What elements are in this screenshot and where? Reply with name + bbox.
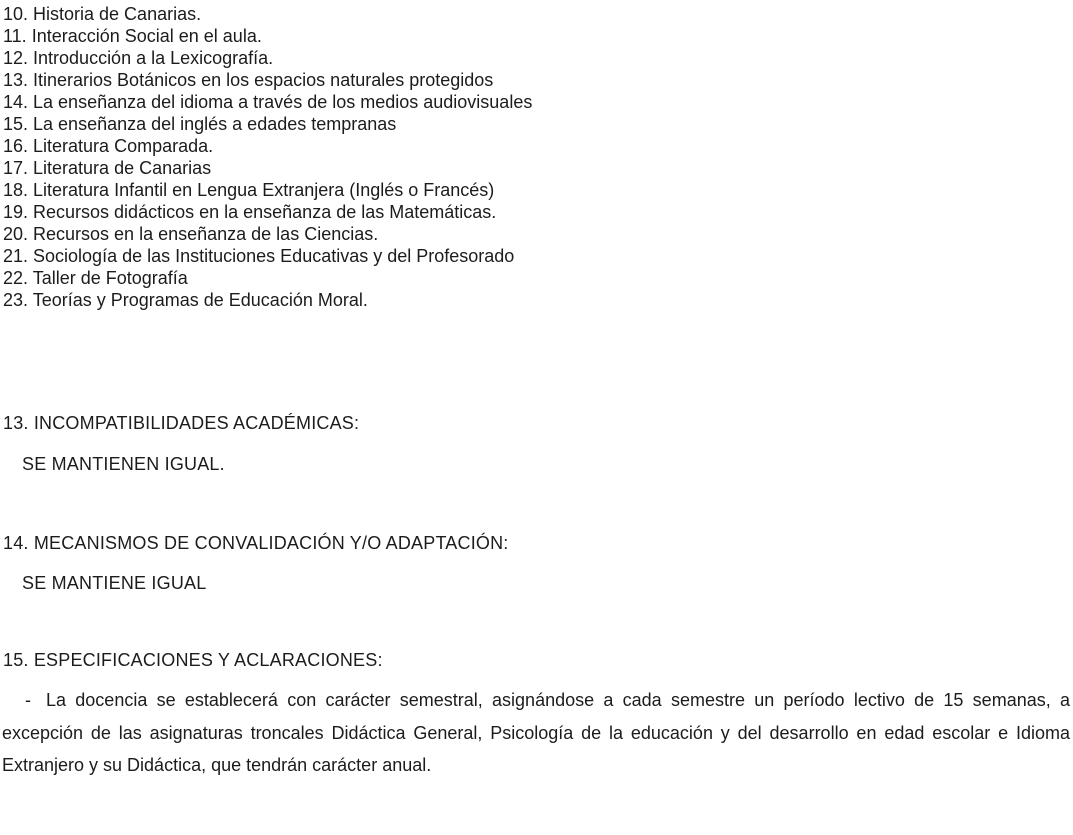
section-14-heading: 14. MECANISMOS DE CONVALIDACIÓN Y/O ADAPTACIÓN: bbox=[3, 533, 509, 553]
section-13-heading: 13. INCOMPATIBILIDADES ACADÉMICAS: bbox=[3, 413, 360, 433]
paragraph-text: La docencia se establecerá con carácter semestral, asignándose a cada semestre un período lectivo de 15 semanas, a excepción de las asignaturas troncales Didáctica General, Psicología de la educación y del desarrollo en edad escolar e Idioma Extranjero y su Didáctica, que tendrán carácter anual. bbox=[2, 690, 1070, 775]
bullet-dash: - bbox=[25, 690, 31, 710]
list-item: 11. Interacción Social en el aula. bbox=[3, 26, 262, 46]
list-item: 18. Literatura Infantil en Lengua Extranjera (Inglés o Francés) bbox=[3, 180, 495, 200]
list-item: 13. Itinerarios Botánicos en los espacios naturales protegidos bbox=[3, 70, 494, 90]
list-item: 20. Recursos en la enseñanza de las Ciencias. bbox=[3, 224, 379, 244]
list-item: 21. Sociología de las Instituciones Educativas y del Profesorado bbox=[3, 246, 515, 266]
list-item: 14. La enseñanza del idioma a través de los medios audiovisuales bbox=[3, 92, 533, 112]
list-item: 12. Introducción a la Lexicografía. bbox=[3, 48, 274, 68]
specifications-paragraph bbox=[2, 684, 1070, 782]
section-15-heading: 15. ESPECIFICACIONES Y ACLARACIONES: bbox=[3, 650, 383, 670]
section-13-body: SE MANTIENEN IGUAL. bbox=[22, 454, 225, 474]
section-14-body: SE MANTIENE IGUAL bbox=[22, 573, 207, 593]
list-item: 23. Teorías y Programas de Educación Moral. bbox=[3, 290, 368, 310]
list-item: 17. Literatura de Canarias bbox=[3, 158, 212, 178]
course-list bbox=[3, 3, 532, 311]
list-item: 19. Recursos didácticos en la enseñanza de las Matemáticas. bbox=[3, 202, 497, 222]
list-item: 10. Historia de Canarias. bbox=[3, 4, 202, 24]
list-item: 22. Taller de Fotografía bbox=[3, 268, 188, 288]
list-item: 15. La enseñanza del inglés a edades tempranas bbox=[3, 114, 397, 134]
list-item: 16. Literatura Comparada. bbox=[3, 136, 214, 156]
